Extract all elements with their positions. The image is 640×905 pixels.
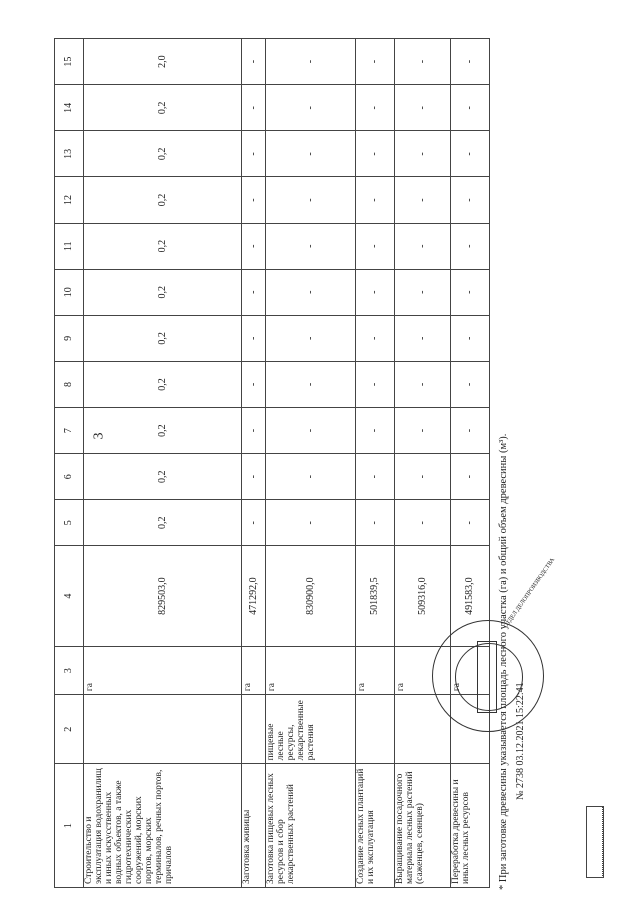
table-cell: - — [450, 500, 489, 546]
table-cell: - — [265, 177, 355, 223]
table-cell — [241, 695, 265, 764]
table-cell: - — [394, 408, 450, 454]
document-table-rotated — [54, 38, 490, 888]
table-cell: - — [265, 85, 355, 131]
col-header: 6 — [55, 454, 84, 500]
table-cell: - — [265, 269, 355, 315]
table-cell: - — [265, 223, 355, 269]
table-cell: - — [265, 500, 355, 546]
table-cell: - — [355, 177, 394, 223]
table-cell: - — [241, 361, 265, 407]
table-cell: - — [394, 85, 450, 131]
forest-use-table — [54, 38, 490, 888]
table-cell: 2,0 — [83, 39, 241, 85]
table-cell: га — [355, 646, 394, 694]
table-cell: - — [355, 315, 394, 361]
table-cell: 509316,0 — [394, 546, 450, 647]
table-cell: - — [265, 131, 355, 177]
col-header: 10 — [55, 269, 84, 315]
table-cell: Заготовка живицы — [241, 764, 265, 888]
table-cell: 491583,0 — [450, 546, 489, 647]
table-cell: 0,2 — [83, 408, 241, 454]
registration-stamp-text: № 2738 03.12.2021 15:22:41 — [515, 682, 526, 800]
table-cell: Заготовка пищевых лесных ресурсов и сбор лекарственных растений — [265, 764, 355, 888]
table-cell: - — [394, 315, 450, 361]
table-cell: 0,2 — [83, 269, 241, 315]
table-cell: - — [241, 223, 265, 269]
table-cell: 0,2 — [83, 177, 241, 223]
table-cell: - — [355, 269, 394, 315]
table-cell: - — [450, 408, 489, 454]
table-cell: 501839,5 — [355, 546, 394, 647]
table-cell: га — [83, 646, 241, 694]
table-cell: - — [241, 177, 265, 223]
table-cell: - — [450, 177, 489, 223]
table-cell — [355, 695, 394, 764]
table-cell: - — [241, 85, 265, 131]
table-cell: 0,2 — [83, 223, 241, 269]
stamp-label: ОТДЕЛ ДЕЛОПРОИЗВОДСТВА — [503, 557, 557, 630]
table-cell: Выращивание посадочного материала лесных растений (саженцев, сеянцев) — [394, 764, 450, 888]
table-cell: - — [394, 269, 450, 315]
table-cell: - — [355, 500, 394, 546]
col-header: 14 — [55, 85, 84, 131]
table-cell: га — [241, 646, 265, 694]
table-cell: - — [394, 454, 450, 500]
table-cell: - — [265, 315, 355, 361]
page-number: 3 — [91, 432, 107, 440]
col-header: 15 — [55, 39, 84, 85]
table-cell: - — [355, 408, 394, 454]
table-row — [394, 39, 450, 888]
table-cell: - — [355, 39, 394, 85]
table-row — [241, 39, 265, 888]
col-header: 11 — [55, 223, 84, 269]
table-cell: - — [265, 454, 355, 500]
footnote: * При заготовке древесины указывается площадь лесного участка (га) и общий объем древесины (м³). — [498, 433, 509, 890]
table-cell: га — [450, 646, 489, 694]
table-row — [265, 39, 355, 888]
table-cell: - — [355, 223, 394, 269]
table-cell: - — [241, 454, 265, 500]
table-cell: - — [265, 39, 355, 85]
table-row — [83, 39, 241, 888]
table-cell: - — [394, 177, 450, 223]
table-cell: - — [241, 315, 265, 361]
table-cell: - — [394, 131, 450, 177]
col-header: 5 — [55, 500, 84, 546]
table-cell: - — [394, 361, 450, 407]
table-cell: - — [355, 85, 394, 131]
barcode-text-icon — [602, 806, 611, 876]
table-cell: 471292,0 — [241, 546, 265, 647]
table-cell: 0,2 — [83, 315, 241, 361]
table-cell: - — [355, 131, 394, 177]
table-cell: - — [355, 454, 394, 500]
col-header: 1 — [55, 764, 84, 888]
table-cell: 0,2 — [83, 454, 241, 500]
col-header: 7 — [55, 408, 84, 454]
table-cell: - — [241, 269, 265, 315]
table-cell: - — [241, 408, 265, 454]
table-cell: - — [450, 454, 489, 500]
header-row — [55, 39, 84, 888]
table-cell: - — [450, 85, 489, 131]
table-cell: - — [450, 315, 489, 361]
table-cell: - — [265, 408, 355, 454]
table-cell: 0,2 — [83, 500, 241, 546]
col-header: 9 — [55, 315, 84, 361]
table-cell: - — [265, 361, 355, 407]
table-cell: - — [450, 361, 489, 407]
table-cell: га — [394, 646, 450, 694]
table-cell: га — [265, 646, 355, 694]
table-cell: - — [450, 131, 489, 177]
table-cell: - — [394, 500, 450, 546]
table-cell: - — [241, 500, 265, 546]
col-header: 4 — [55, 546, 84, 647]
table-cell — [83, 695, 241, 764]
table-cell: 0,2 — [83, 85, 241, 131]
table-body — [83, 39, 489, 888]
table-cell: 0,2 — [83, 131, 241, 177]
col-header: 12 — [55, 177, 84, 223]
table-cell: - — [355, 361, 394, 407]
table-cell: - — [394, 223, 450, 269]
col-header: 8 — [55, 361, 84, 407]
table-cell: 829503,0 — [83, 546, 241, 647]
table-row — [450, 39, 489, 888]
table-cell: - — [450, 39, 489, 85]
table-cell: - — [450, 269, 489, 315]
table-cell: Переработка древесины и иных лесных ресурсов — [450, 764, 489, 888]
table-cell: - — [394, 39, 450, 85]
stamp-box — [477, 641, 497, 713]
col-header: 2 — [55, 695, 84, 764]
table-cell: - — [241, 131, 265, 177]
table-cell: пищевые лесные ресурсы, лекарственные растения — [265, 695, 355, 764]
table-cell: 0,2 — [83, 361, 241, 407]
table-row — [355, 39, 394, 888]
table-cell: Строительство и эксплуатация водохранилищ и иных искусственных водных объектов, а также гидротехнических сооружений, морских портов, морских терминалов, речных портов, причалов — [83, 764, 241, 888]
table-cell: Создание лесных плантаций и их эксплуатация — [355, 764, 394, 888]
col-header: 3 — [55, 646, 84, 694]
table-cell: - — [450, 223, 489, 269]
table-cell: 830900,0 — [265, 546, 355, 647]
col-header: 13 — [55, 131, 84, 177]
table-cell: - — [241, 39, 265, 85]
